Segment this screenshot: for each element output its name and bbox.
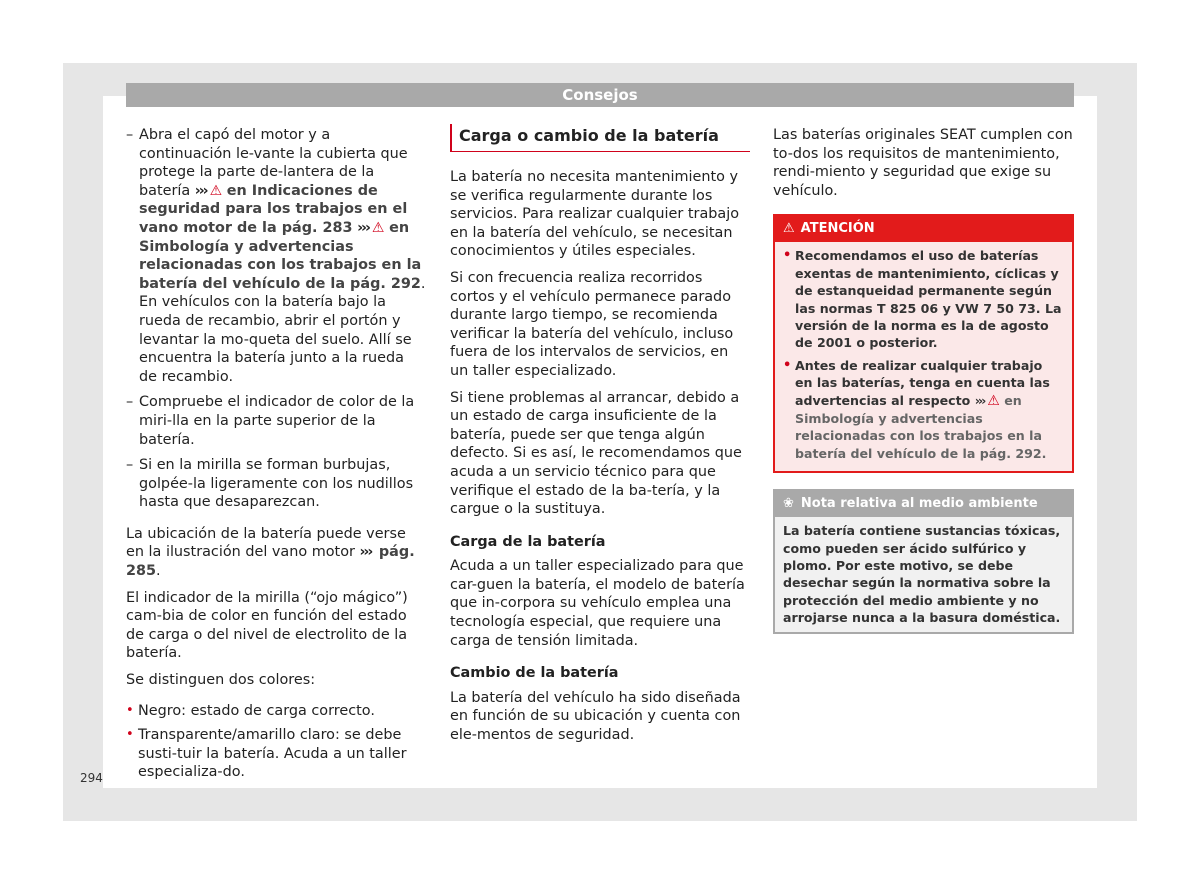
paragraph: La batería del vehículo ha sido diseñada en función de su ubicación y cuenta con ele-mentos de seguridad. [450, 689, 741, 744]
cross-reference-link[interactable]: pág. 285 [126, 544, 415, 580]
bullet-icon: • [783, 248, 792, 264]
arrow-ref-icon: ››› [359, 544, 372, 561]
list-item [783, 247, 1064, 351]
item-text: . En vehículos con la batería bajo la rueda de recambio, abrir el portón y levantar la mo-queta del suelo. Allí se encuentra la batería junto a la rueda de recambio. [139, 275, 426, 385]
dash-marker: – [126, 457, 134, 474]
item-text: Recomendamos el uso de baterías exentas de mantenimiento, cíclicas y de estanqueidad permanente según las normas T 825 06 y VW 7 50 73. La versión de la norma es la de agosto de 2001 o posterior. [795, 248, 1062, 351]
paragraph: Las baterías originales SEAT cumplen con to-dos los requisitos de mantenimiento, rendi-miento y seguridad que exige su vehículo. [773, 127, 1073, 199]
warning-box [773, 214, 1074, 473]
environment-note-box [773, 489, 1074, 633]
item-text: Negro: estado de carga correcto. [138, 702, 375, 719]
item-text: Antes de realizar cualquier trabajo en las baterías, tenga en cuenta las advertencias al respecto [795, 357, 1050, 408]
paragraph: El indicador de la mirilla (“ojo mágico”) cam-bia de color en función del estado de carga o del nivel de electrolito de la batería. [126, 589, 408, 662]
list-item [126, 126, 426, 386]
list-item [126, 702, 426, 721]
bullet-icon: • [783, 357, 792, 373]
list-item [126, 726, 426, 782]
paragraph: La ubicación de la batería puede verse en la ilustración del vano motor ››› pág. 285. [126, 525, 415, 580]
paragraph: Acuda a un taller especializado para que car-guen la batería, el modelo de batería que in-corpora su vehículo emplea una tecnología especial, que requiere una carga de tensión limitada. [450, 558, 745, 649]
section-header-bar [126, 83, 1074, 107]
warning-box-header [775, 216, 1072, 242]
arrow-ref-icon: ››› [357, 219, 369, 236]
column-2 [450, 124, 750, 753]
paragraph: Si con frecuencia realiza recorridos cortos y el vehículo permanece parado durante largo tiempo, se recomienda verificar la batería del vehículo, incluso fuera de los intervalos de servicios, en un taller especializado. [450, 269, 734, 379]
note-box-title: Nota relativa al medio ambiente [800, 496, 1038, 512]
warning-icon: ⚠ [371, 219, 385, 236]
arrow-ref-icon: ››› [194, 182, 207, 199]
subheading: Cambio de la batería [450, 665, 619, 682]
column-3 [773, 126, 1074, 634]
dash-marker: – [126, 127, 134, 143]
paragraph: La batería no necesita mantenimiento y se verifica regularmente durante los servicios. Para realizar cualquier trabajo en la batería del vehículo, se necesitan conocimientos y útiles especiales. [450, 169, 740, 260]
cross-reference-link[interactable]: en Simbología y advertencias relacionadas con los trabajos en la batería del vehículo de la pág. 292 [139, 219, 422, 292]
paragraph: Si tiene problemas al arrancar, debido a un estado de carga insuficiente de la batería, puede ser que tenga algún defecto. Si es así, le recomendamos que acuda a un servicio técnico para que verifique el estado de la ba-tería, y la cargue o la sustituya. [450, 389, 742, 518]
bullet-icon: • [126, 702, 134, 718]
list-item [126, 393, 426, 449]
list-item [783, 357, 1064, 462]
item-text: Compruebe el indicador de color de la miri-lla en la parte superior de la batería. [139, 394, 415, 448]
page-number: 294 [80, 771, 103, 785]
warning-icon: ⚠ [783, 221, 795, 237]
paragraph: Se distinguen dos colores: [126, 672, 316, 689]
subheading: Carga de la batería [450, 533, 606, 550]
section-header-title: Consejos [562, 86, 638, 104]
warning-box-body [775, 242, 1072, 471]
arrow-ref-icon: ››› [974, 392, 985, 408]
note-box-body: La batería contiene sustancias tóxicas, como pueden ser ácido sulfúrico y plomo. Por este motivo, se debe desechar según la normativa sobre la protección del medio ambiente y no arrojarse nunca a la basura doméstica. [783, 523, 1061, 626]
item-text: Si en la mirilla se forman burbujas, golpée-la ligeramente con los nudillos hasta que desaparezcan. [139, 457, 414, 511]
warning-icon: ⚠ [987, 392, 1000, 409]
column-1 [126, 126, 426, 788]
cross-reference-link[interactable]: en Simbología y advertencias relacionadas con los trabajos en la batería del vehículo de la pág. 292. [795, 392, 1047, 461]
cross-reference-link[interactable]: en Indicaciones de seguridad para los trabajos en el vano motor de la pág. 283 [139, 182, 408, 236]
list-item [126, 456, 426, 512]
section-title: Carga o cambio de la batería [450, 124, 750, 152]
note-box-header [775, 491, 1072, 517]
item-text: Abra el capó del motor y a continuación le-vante la cubierta que protege la parte de-lantera de la batería [139, 127, 408, 199]
warning-icon: ⚠ [209, 182, 223, 199]
dash-marker: – [126, 394, 134, 411]
warning-box-title: ATENCIÓN [800, 221, 875, 237]
bullet-icon: • [126, 727, 134, 743]
flower-icon: ❀ [783, 496, 794, 512]
item-text: Transparente/amarillo claro: se debe susti-tuir la batería. Acuda a un taller especializa-do. [138, 727, 407, 781]
